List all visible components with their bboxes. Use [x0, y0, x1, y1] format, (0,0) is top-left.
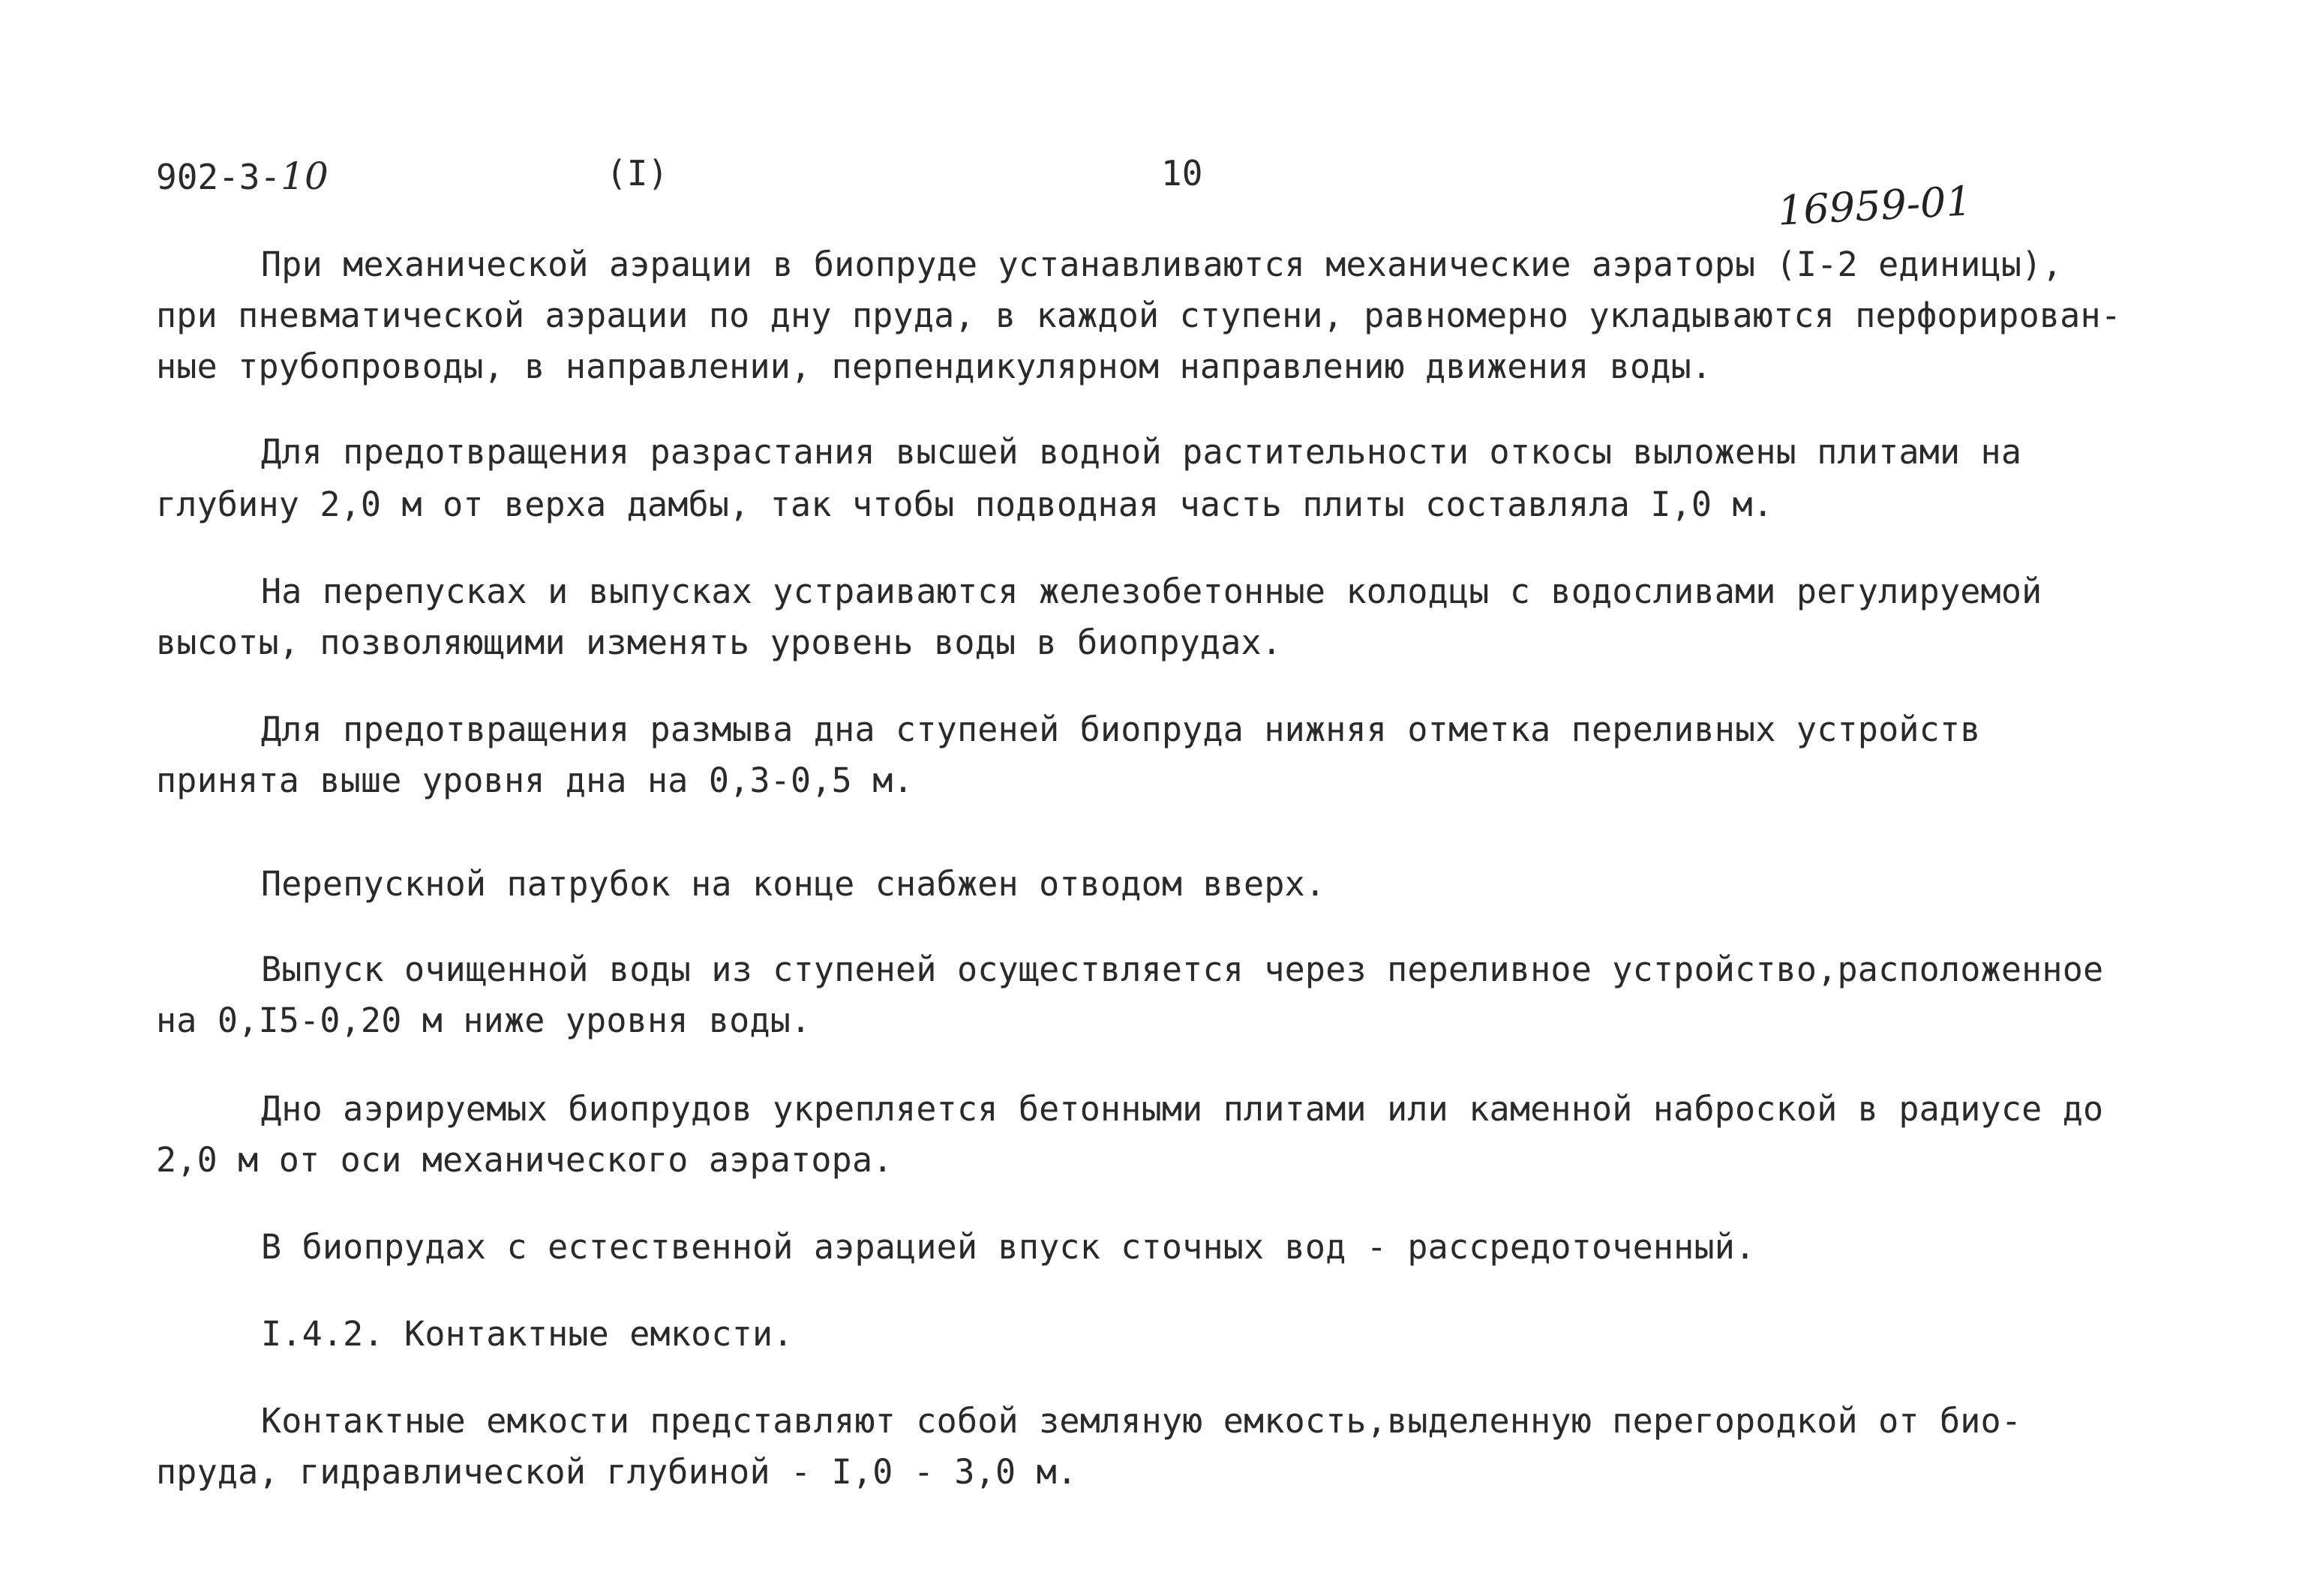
- paragraph-line: глубину 2,0 м от верха дамбы, так чтобы подводная часть плиты составляла I,0 м.: [156, 484, 1774, 524]
- paragraph-line: 2,0 м от оси механического аэратора.: [156, 1140, 893, 1180]
- paragraph-line: Выпуск очищенной воды из ступеней осуществляется через переливное устройство,расположенное: [261, 950, 2104, 989]
- paragraph-line: Перепускной патрубок на конце снабжен отводом вверх.: [261, 864, 1326, 904]
- paragraph-line: пруда, гидравлической глубиной - I,0 - 3,0 м.: [156, 1452, 1078, 1492]
- paragraph-line: при пневматической аэрации по дну пруда, в каждой ступени, равномерно укладываются перфорирован-: [156, 296, 2122, 335]
- paragraph-line: высоты, позволяющими изменять уровень воды в биопрудах.: [156, 622, 1283, 662]
- paragraph-line: Контактные емкости представляют собой земляную емкость,выделенную перегородкой от био-: [261, 1401, 2022, 1441]
- paragraph-line: На перепусках и выпусках устраиваются железобетонные колодцы с водосливами регулируемой: [261, 572, 2042, 611]
- paragraph-line: принята выше уровня дна на 0,3-0,5 м.: [156, 760, 914, 800]
- document-code-handwritten: 10: [281, 154, 329, 198]
- paragraph-line: на 0,I5-0,20 м ниже уровня воды.: [156, 1000, 812, 1040]
- paragraph-line: Для предотвращения размыва дна ступеней биопруда нижняя отметка переливных устройств: [261, 710, 1981, 749]
- section-marker: (I): [606, 153, 669, 194]
- paragraph-line: При механической аэрации в биопруде устанавливаются механические аэраторы (I-2 единицы),: [261, 244, 2063, 284]
- document-code-typed: 902-3-: [156, 157, 281, 197]
- section-heading: I.4.2. Контактные емкости.: [261, 1314, 794, 1354]
- paragraph-line: ные трубопроводы, в направлении, перпендикулярном направлению движения воды.: [156, 346, 1712, 386]
- handwritten-reference-number: 16959-01: [1776, 177, 1973, 235]
- paragraph-line: В биопрудах с естественной аэрацией впуск сточных вод - рассредоточенный.: [261, 1227, 1756, 1267]
- page-number: 10: [1161, 153, 1203, 194]
- paragraph-line: Для предотвращения разрастания высшей водной растительности откосы выложены плитами на: [261, 432, 2022, 472]
- paragraph-line: Дно аэрируемых биопрудов укрепляется бетонными плитами или каменной наброской в радиусе до: [261, 1089, 2104, 1129]
- document-code: [156, 154, 329, 198]
